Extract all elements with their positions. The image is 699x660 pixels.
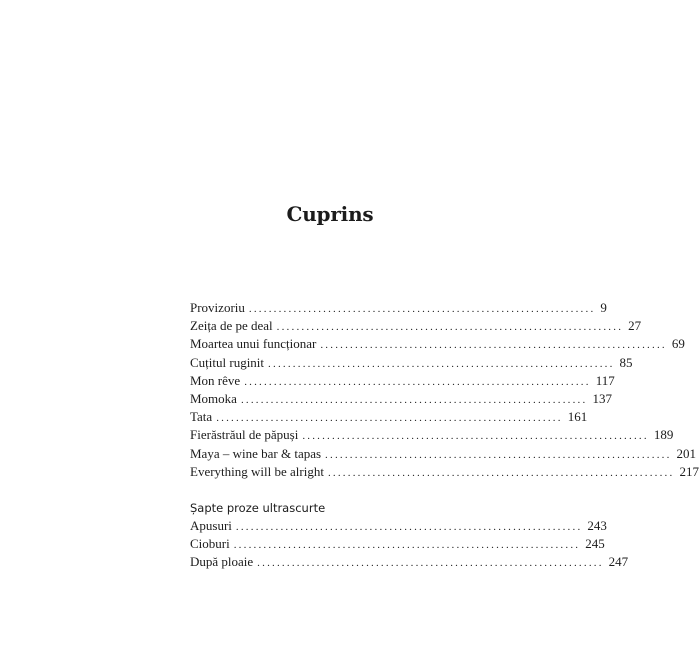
toc-entry-title: Cioburi: [190, 536, 230, 552]
toc-entry-title: Momoka: [190, 390, 237, 406]
toc-entry-page: 201: [676, 445, 697, 461]
toc-entry-page: 243: [587, 518, 607, 533]
toc-entry-title: Maya – wine bar & tapas: [190, 445, 322, 461]
toc-entry-page: 9: [600, 300, 607, 315]
toc-entry: [190, 445, 697, 463]
toc-entry-title: Mon rêve: [190, 372, 241, 388]
toc-entry-title: Apusuri: [190, 518, 232, 533]
toc-entry: [190, 408, 588, 426]
toc-dot-leader: ......................................................................: [302, 430, 649, 443]
toc-dot-leader: ......................................................................: [268, 357, 615, 370]
toc-entry: [190, 426, 674, 444]
toc-dot-leader: ......................................................................: [327, 466, 675, 479]
toc-entry-title: Moartea unui funcționar: [190, 336, 317, 352]
toc-dot-leader: ......................................................................: [216, 412, 563, 425]
toc-entry-page: 117: [595, 372, 615, 388]
toc-entry: [190, 317, 642, 335]
toc-entry: [190, 335, 685, 353]
toc-entry-title: Fierăstrăul de păpuși: [190, 427, 299, 443]
toc-dot-leader: ......................................................................: [320, 339, 667, 352]
toc-entry-title: Everything will be alright: [190, 463, 324, 479]
toc-dot-leader: ......................................................................: [257, 557, 604, 570]
toc-entry-page: 137: [592, 390, 612, 406]
toc-entry-title: După ploaie: [190, 554, 254, 570]
toc-entry: [190, 354, 633, 372]
toc-dot-leader: ......................................................................: [325, 448, 672, 461]
toc-entry: [190, 463, 699, 481]
toc-dot-leader: ......................................................................: [276, 321, 624, 334]
toc-entry: [190, 299, 607, 317]
toc-dot-leader: ......................................................................: [235, 521, 583, 533]
toc-dot-leader: ......................................................................: [248, 303, 596, 315]
toc-entry-title: Provizoriu: [190, 300, 245, 315]
toc-entry: [190, 390, 612, 408]
toc-entry-page: 245: [585, 536, 605, 552]
page-title: Cuprins: [286, 202, 374, 226]
toc-entry-page: 247: [608, 554, 629, 570]
toc-entry-page: 217: [679, 463, 699, 479]
toc-entry: [190, 372, 615, 390]
table-of-contents: [190, 299, 699, 481]
toc-entry-page: 189: [653, 427, 674, 443]
toc-entry: [190, 535, 605, 553]
toc-dot-leader: ......................................................................: [244, 375, 591, 388]
toc-dot-leader: ......................................................................: [240, 393, 588, 406]
toc-entry-page: 85: [619, 354, 633, 370]
toc-entry-page: 69: [671, 336, 685, 352]
toc-entry-title: Tata: [190, 409, 213, 425]
toc-entry-title: Zeița de pe deal: [190, 318, 273, 334]
toc-entry-page: 27: [628, 318, 642, 334]
toc-entry-title: Cuțitul ruginit: [190, 354, 265, 370]
toc-entry: [190, 553, 629, 571]
toc-entry-page: 161: [567, 409, 588, 425]
toc-section: [190, 499, 629, 572]
toc-section-heading: Șapte proze ultrascurte: [190, 501, 326, 515]
toc-entry: [190, 517, 607, 535]
toc-dot-leader: ......................................................................: [233, 539, 581, 552]
